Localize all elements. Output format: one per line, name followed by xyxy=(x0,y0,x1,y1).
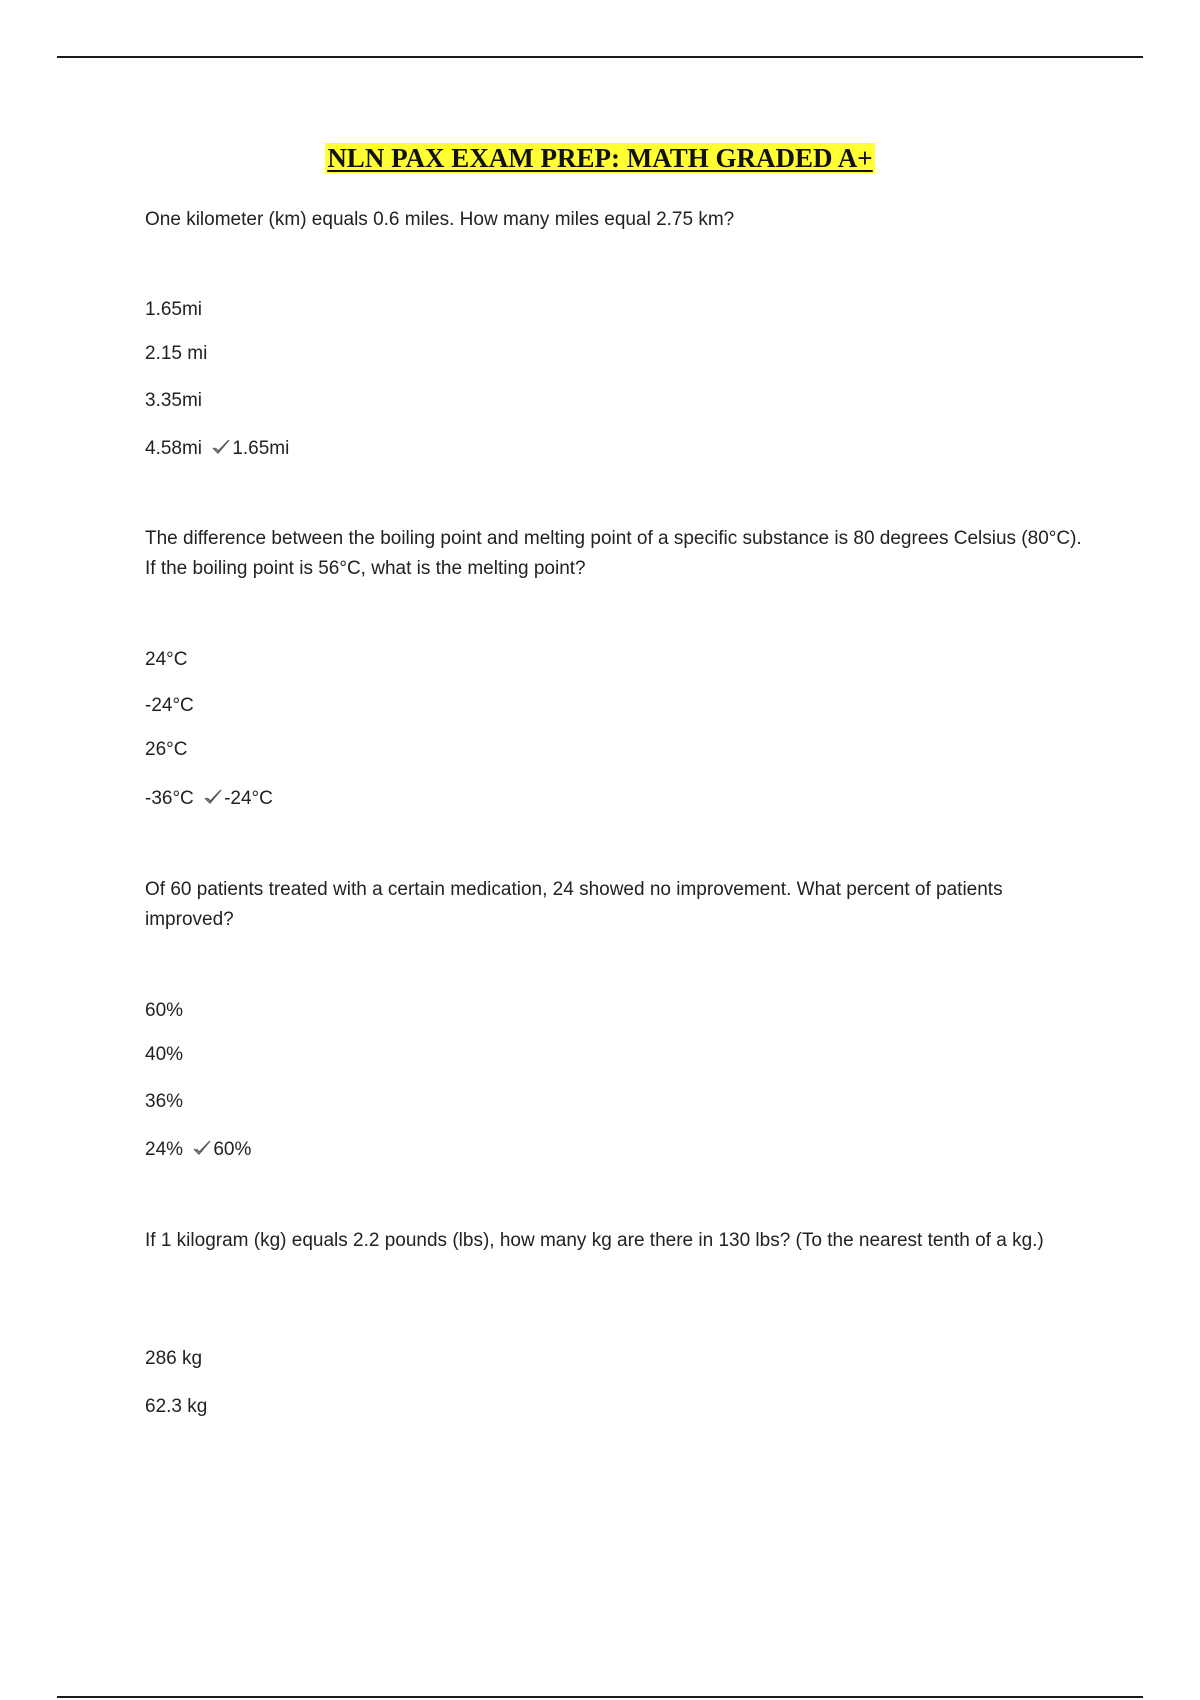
checkmark-icon xyxy=(211,438,231,456)
question-3-option-4: 24% xyxy=(145,1139,184,1160)
top-rule xyxy=(57,56,1143,58)
question-2-option-4-row xyxy=(145,786,273,812)
title-container xyxy=(0,143,1200,173)
checkmark-icon xyxy=(192,1139,212,1157)
question-1-option-1: 1.65mi xyxy=(145,299,203,320)
question-3-text: Of 60 patients treated with a certain medication, 24 showed no improvement. What percent of patients improved? xyxy=(145,879,1003,930)
question-1-option-4: 4.58mi xyxy=(145,438,203,459)
question-3-answer: 60% xyxy=(213,1139,252,1160)
question-1-option-3: 3.35mi xyxy=(145,390,203,411)
question-3-option-4-row xyxy=(145,1137,251,1163)
question-4-text: If 1 kilogram (kg) equals 2.2 pounds (lbs), how many kg are there in 130 lbs? (To the nearest tenth of a kg.) xyxy=(145,1230,1044,1251)
question-1-answer: 1.65mi xyxy=(232,438,290,459)
question-1-option-2: 2.15 mi xyxy=(145,343,208,364)
document-title: NLN PAX EXAM PREP: MATH GRADED A+ xyxy=(327,143,873,173)
question-2-option-2: -24°C xyxy=(145,695,194,716)
question-1-option-4-row xyxy=(145,436,289,462)
question-1-text: One kilometer (km) equals 0.6 miles. How many miles equal 2.75 km? xyxy=(145,209,735,230)
bottom-rule xyxy=(57,1696,1143,1698)
question-3-option-3: 36% xyxy=(145,1091,184,1112)
question-2-option-3: 26°C xyxy=(145,739,188,760)
checkmark-icon xyxy=(203,788,223,806)
question-4-option-2: 62.3 kg xyxy=(145,1396,208,1417)
question-2-text: The difference between the boiling point and melting point of a specific substance is 80 degrees Celsius (80°C). If the boiling point is 56°C, what is the melting point? xyxy=(145,528,1082,579)
question-3-option-2: 40% xyxy=(145,1044,184,1065)
question-2-option-1: 24°C xyxy=(145,649,188,670)
question-2-answer: -24°C xyxy=(224,788,273,809)
question-3-option-1: 60% xyxy=(145,1000,184,1021)
question-4-option-1: 286 kg xyxy=(145,1348,203,1369)
question-2-option-4: -36°C xyxy=(145,788,194,809)
